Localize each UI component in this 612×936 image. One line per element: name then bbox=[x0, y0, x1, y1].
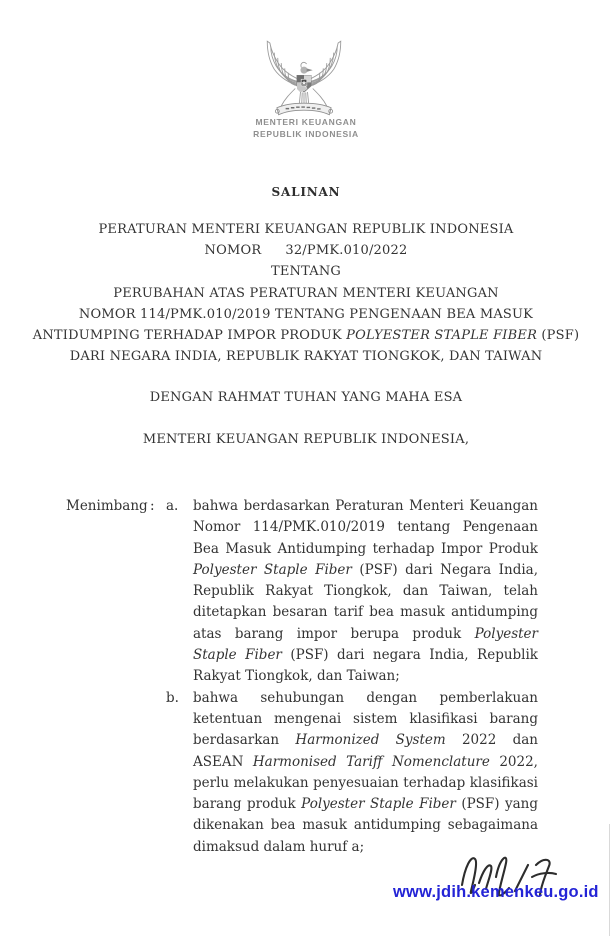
ministry-line1: MENTERI KEUANGAN bbox=[255, 117, 357, 127]
authority-line: MENTERI KEUANGAN REPUBLIK INDONESIA, bbox=[142, 432, 470, 447]
regulation-title-block bbox=[0, 219, 612, 367]
considerations-list bbox=[166, 496, 538, 858]
motto-scroll bbox=[275, 103, 332, 115]
ministry-line2: REPUBLIK INDONESIA bbox=[253, 128, 359, 139]
right-wing bbox=[308, 41, 340, 86]
garuda-pancasila-emblem bbox=[260, 36, 348, 120]
ministry-letterhead bbox=[0, 117, 612, 140]
consideration-item-b bbox=[166, 688, 538, 858]
garuda-head bbox=[301, 62, 313, 73]
subject-line-2: NOMOR 114/PMK.010/2019 TENTANG PENGENAAN BEA MASUK bbox=[78, 306, 534, 322]
pancasila-shield bbox=[297, 75, 311, 92]
considerations-section bbox=[66, 496, 538, 858]
item-b-marker: b. bbox=[166, 689, 179, 706]
jdih-watermark-link[interactable]: www.jdih.kemenkeu.go.id bbox=[393, 883, 599, 901]
item-a-text: bahwa berdasarkan Peraturan Menteri Keuangan Nomor 114/PMK.010/2019 tentang Pengenaan Bea Masuk Antidumping terhadap Impor Produk Polyester Staple Fiber (PSF) dari Negara India, Republik Rakyat Tiongkok, dan Taiwan, telah ditetapkan besaran tarif bea masuk antidumping atas barang impor berupa produk Polyester Staple Fiber (PSF) dari negara India, Republik Rakyat Tiongkok, dan Taiwan; bbox=[193, 498, 538, 685]
subject-line-4: DARI NEGARA INDIA, REPUBLIK RAKYAT TIONGKOK, DAN TAIWAN bbox=[69, 349, 543, 365]
regulation-title-line1: PERATURAN MENTERI KEUANGAN REPUBLIK INDONESIA bbox=[98, 222, 514, 237]
subject-line-1: PERUBAHAN ATAS PERATURAN MENTERI KEUANGAN bbox=[113, 285, 499, 301]
left-wing bbox=[267, 41, 299, 86]
invocation-line: DENGAN RAHMAT TUHAN YANG MAHA ESA bbox=[149, 390, 463, 405]
tentang-label: TENTANG bbox=[270, 264, 342, 280]
subject-line-3: ANTIDUMPING TERHADAP IMPOR PRODUK POLYESTER STAPLE FIBER (PSF) bbox=[32, 328, 580, 344]
item-a-marker: a. bbox=[166, 498, 179, 514]
consideration-item-a bbox=[166, 496, 538, 688]
copy-label: SALINAN bbox=[271, 185, 341, 199]
scan-edge-artifact bbox=[609, 824, 610, 936]
regulation-number-line bbox=[0, 240, 612, 261]
menimbang-label: Menimbang bbox=[66, 498, 148, 514]
menimbang-colon: : bbox=[150, 498, 155, 514]
nomor-label: NOMOR bbox=[204, 243, 262, 259]
item-b-text: bahwa sehubungan dengan pemberlakuan ketentuan mengenai sistem klasifikasi barang berdasarkan Harmonized System 2022 dan ASEAN Harmonised Tariff Nomenclature 2022, perlu melakukan penyesuaian terhadap klasifikasi barang produk Polyester Staple Fiber (PSF) yang dikenakan bea masuk antidumping sebagaimana dimaksud dalam huruf a; bbox=[193, 689, 538, 855]
nomor-value: 32/PMK.010/2022 bbox=[285, 243, 408, 259]
